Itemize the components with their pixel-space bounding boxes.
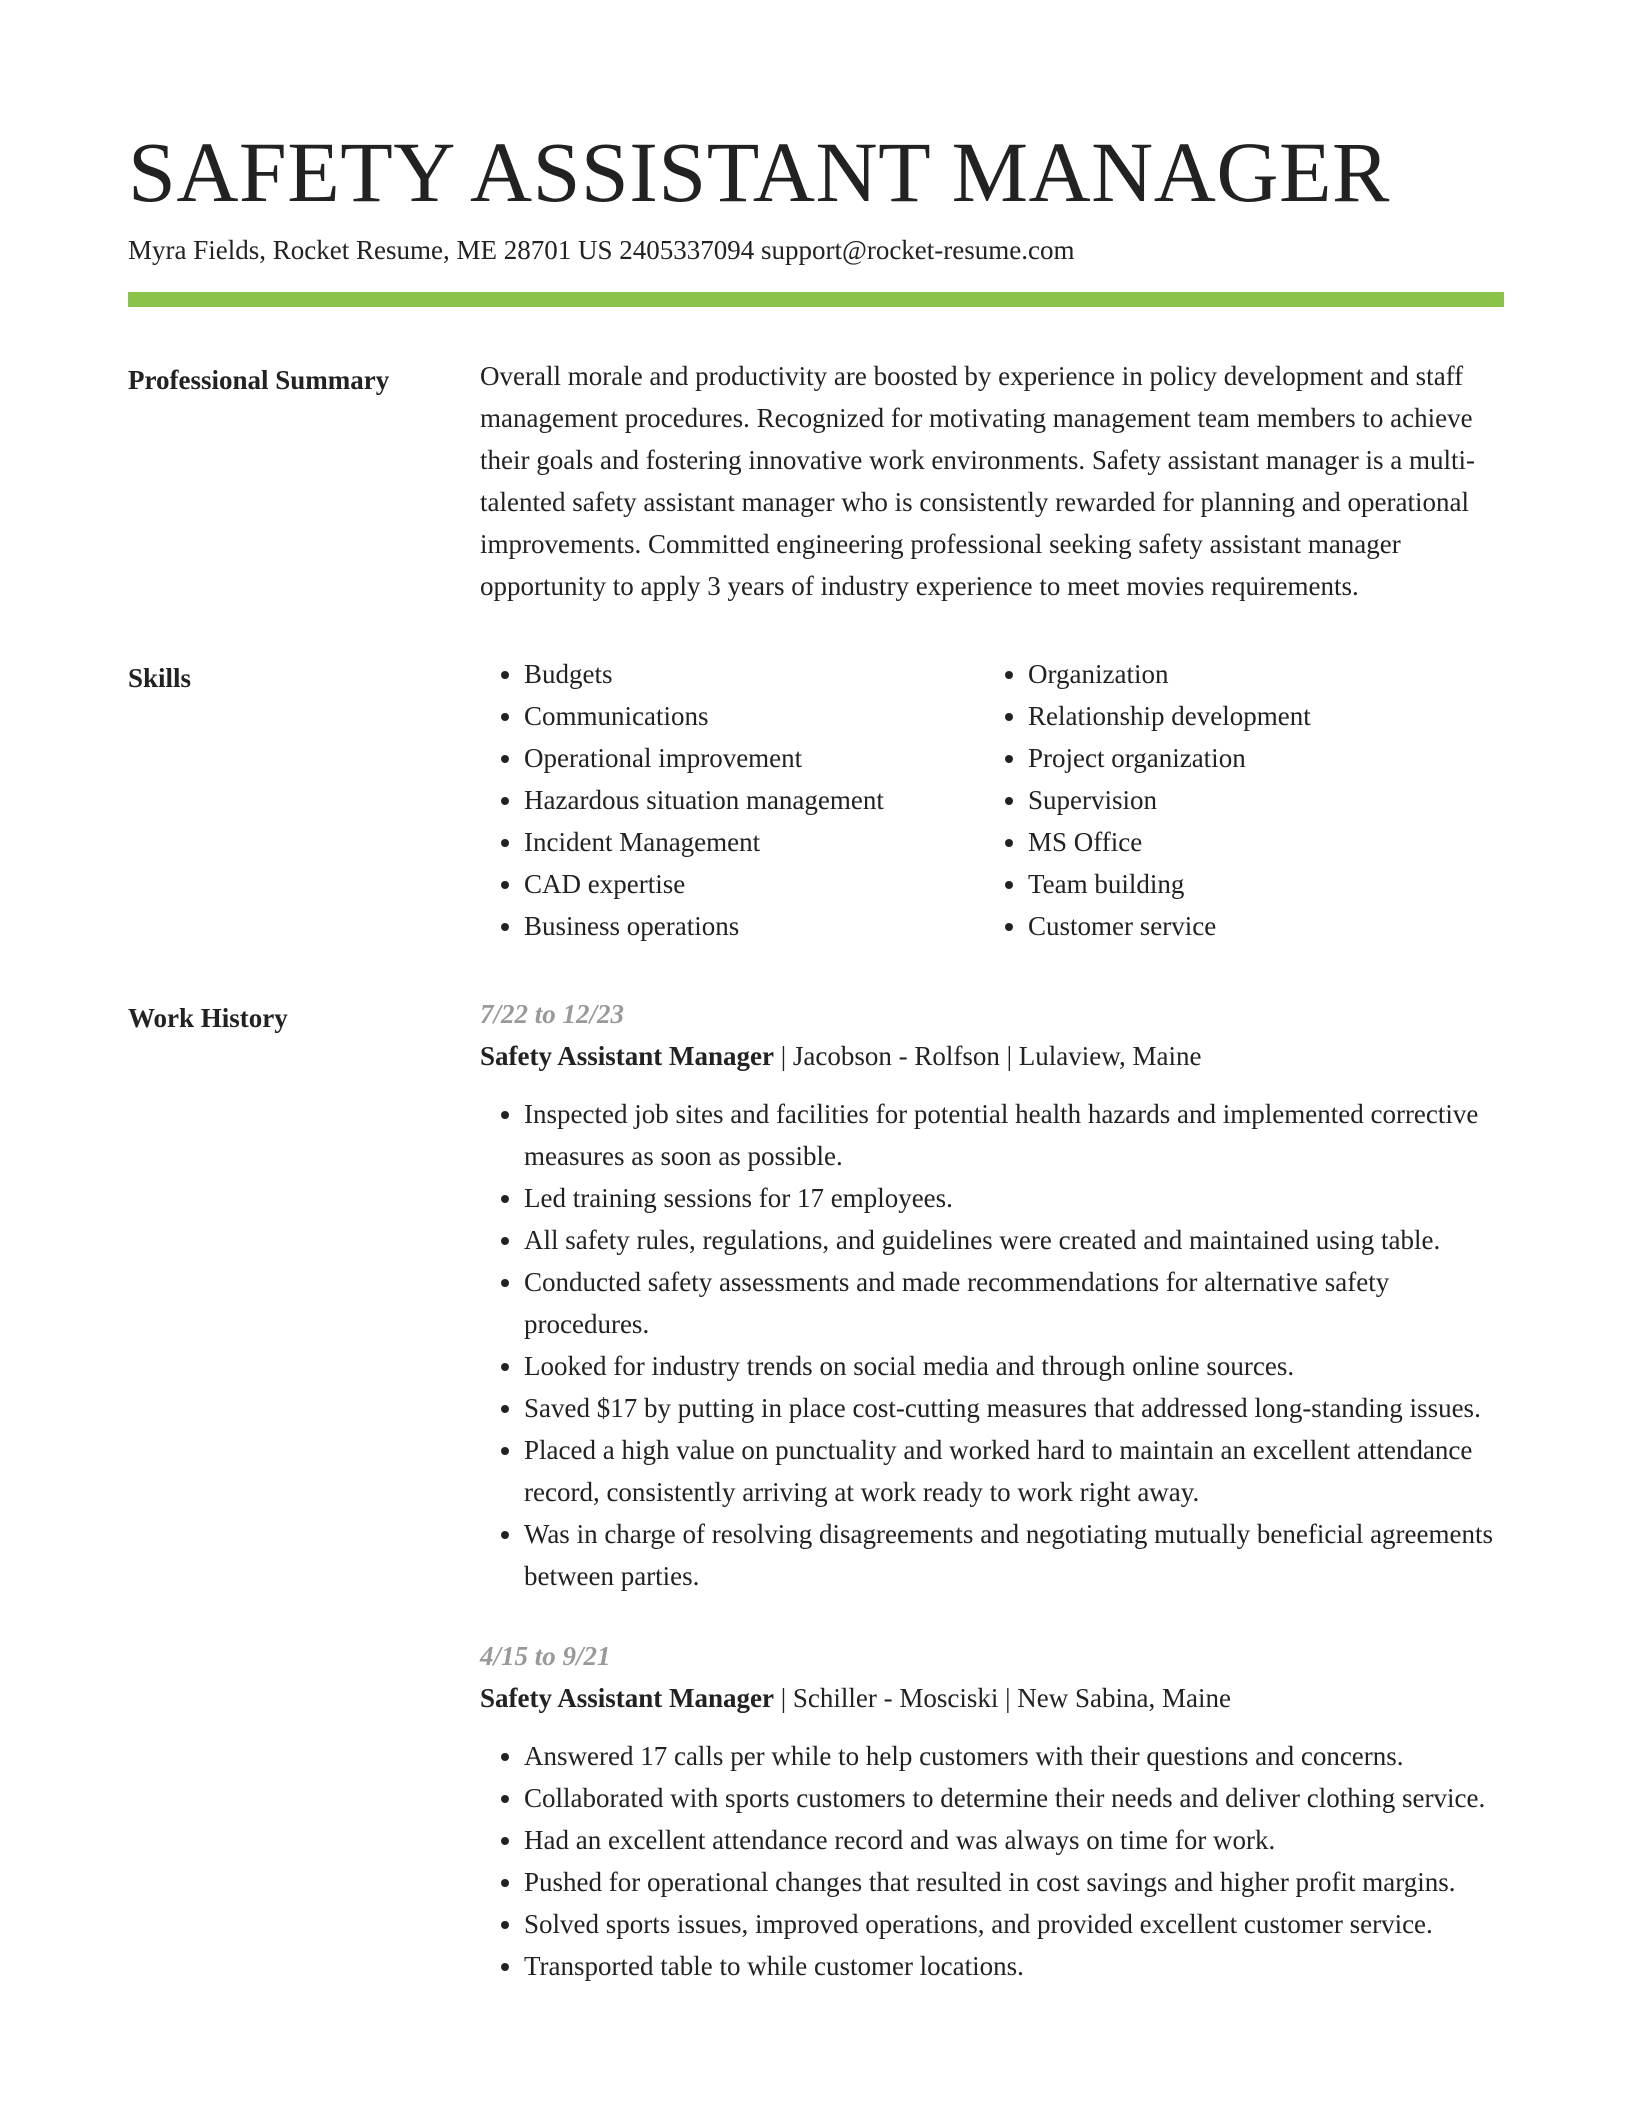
job-title: Safety Assistant Manager: [480, 1041, 774, 1071]
skills-section: [128, 657, 1504, 947]
skill-item: • Operational improvement: [524, 737, 984, 779]
header-divider: [128, 292, 1504, 307]
job-bullet: • Led training sessions for 17 employees.: [524, 1177, 1504, 1219]
skill-item: • Communications: [524, 695, 984, 737]
job-bullet: • Collaborated with sports customers to determine their needs and deliver clothing service.: [524, 1777, 1504, 1819]
job-bullet-list: [480, 1093, 1504, 1597]
job-bullet: • Pushed for operational changes that resulted in cost savings and higher profit margins.: [524, 1861, 1504, 1903]
job-title: Safety Assistant Manager: [480, 1683, 774, 1713]
skill-item: • Team building: [1028, 863, 1488, 905]
job-bullet: • Placed a high value on punctuality and worked hard to maintain an excellent attendance record, consistently arriving at work ready to work right away.: [524, 1429, 1504, 1513]
work-history-body: [480, 997, 1504, 1987]
skill-item: • Customer service: [1028, 905, 1488, 947]
work-history-section: [128, 997, 1504, 1987]
resume-page: [128, 120, 1504, 1987]
job-dates: 4/15 to 9/21: [480, 1641, 611, 1671]
job-heading: [480, 1677, 1504, 1719]
summary-label: Professional Summary: [128, 365, 390, 395]
skill-item: • Budgets: [524, 653, 984, 695]
skills-body: [480, 657, 1504, 947]
job-details: | Jacobson - Rolfson | Lulaview, Maine: [773, 1041, 1202, 1071]
skill-item: • Business operations: [524, 905, 984, 947]
summary-text: Overall morale and productivity are boosted by experience in policy development and staff management procedures. Recognized for motivating management team members to achieve their goals and fostering innovative work environments. Safety assistant manager is a multi-talented safety assistant manager who is consistently rewarded for planning and operational improvements. Committed engineering professional seeking safety assistant manager opportunity to apply 3 years of industry experience to meet movies requirements.: [480, 361, 1476, 601]
skill-item: • MS Office: [1028, 821, 1488, 863]
skill-item: • Supervision: [1028, 779, 1488, 821]
skill-item: • Relationship development: [1028, 695, 1488, 737]
job-entry: [480, 993, 1504, 1597]
summary-body: [480, 359, 1504, 607]
job-bullet: • Saved $17 by putting in place cost-cutting measures that addressed long-standing issues.: [524, 1387, 1504, 1429]
job-bullet: • All safety rules, regulations, and guidelines were created and maintained using table.: [524, 1219, 1504, 1261]
summary-section: [128, 359, 1504, 607]
skill-item: • Project organization: [1028, 737, 1488, 779]
skills-list-right: [984, 653, 1488, 947]
job-bullet: • Looked for industry trends on social media and through online sources.: [524, 1345, 1504, 1387]
job-heading: [480, 1035, 1504, 1077]
contact-line: Myra Fields, Rocket Resume, ME 28701 US 2405337094 support@rocket-resume.com: [128, 235, 1075, 265]
skill-item: • Hazardous situation management: [524, 779, 984, 821]
job-bullet: • Inspected job sites and facilities for potential health hazards and implemented corrective measures as soon as possible.: [524, 1093, 1504, 1177]
job-bullet: • Had an excellent attendance record and was always on time for work.: [524, 1819, 1504, 1861]
skill-item: • Organization: [1028, 653, 1488, 695]
skills-list-left: [480, 653, 984, 947]
job-dates: 7/22 to 12/23: [480, 999, 625, 1029]
job-bullet: • Transported table to while customer locations.: [524, 1945, 1504, 1987]
job-bullet-list: [480, 1735, 1504, 1987]
skills-label: Skills: [128, 663, 192, 693]
job-entry: [480, 1635, 1504, 1987]
job-bullet: • Solved sports issues, improved operations, and provided excellent customer service.: [524, 1903, 1504, 1945]
skill-item: • Incident Management: [524, 821, 984, 863]
work-history-label: Work History: [128, 1003, 288, 1033]
skill-item: • CAD expertise: [524, 863, 984, 905]
job-bullet: • Was in charge of resolving disagreements and negotiating mutually beneficial agreements between parties.: [524, 1513, 1504, 1597]
job-details: | Schiller - Mosciski | New Sabina, Maine: [773, 1683, 1231, 1713]
job-bullet: • Answered 17 calls per while to help customers with their questions and concerns.: [524, 1735, 1504, 1777]
page-title: SAFETY ASSISTANT MANAGER: [128, 124, 1390, 220]
job-bullet: • Conducted safety assessments and made recommendations for alternative safety procedures.: [524, 1261, 1504, 1345]
